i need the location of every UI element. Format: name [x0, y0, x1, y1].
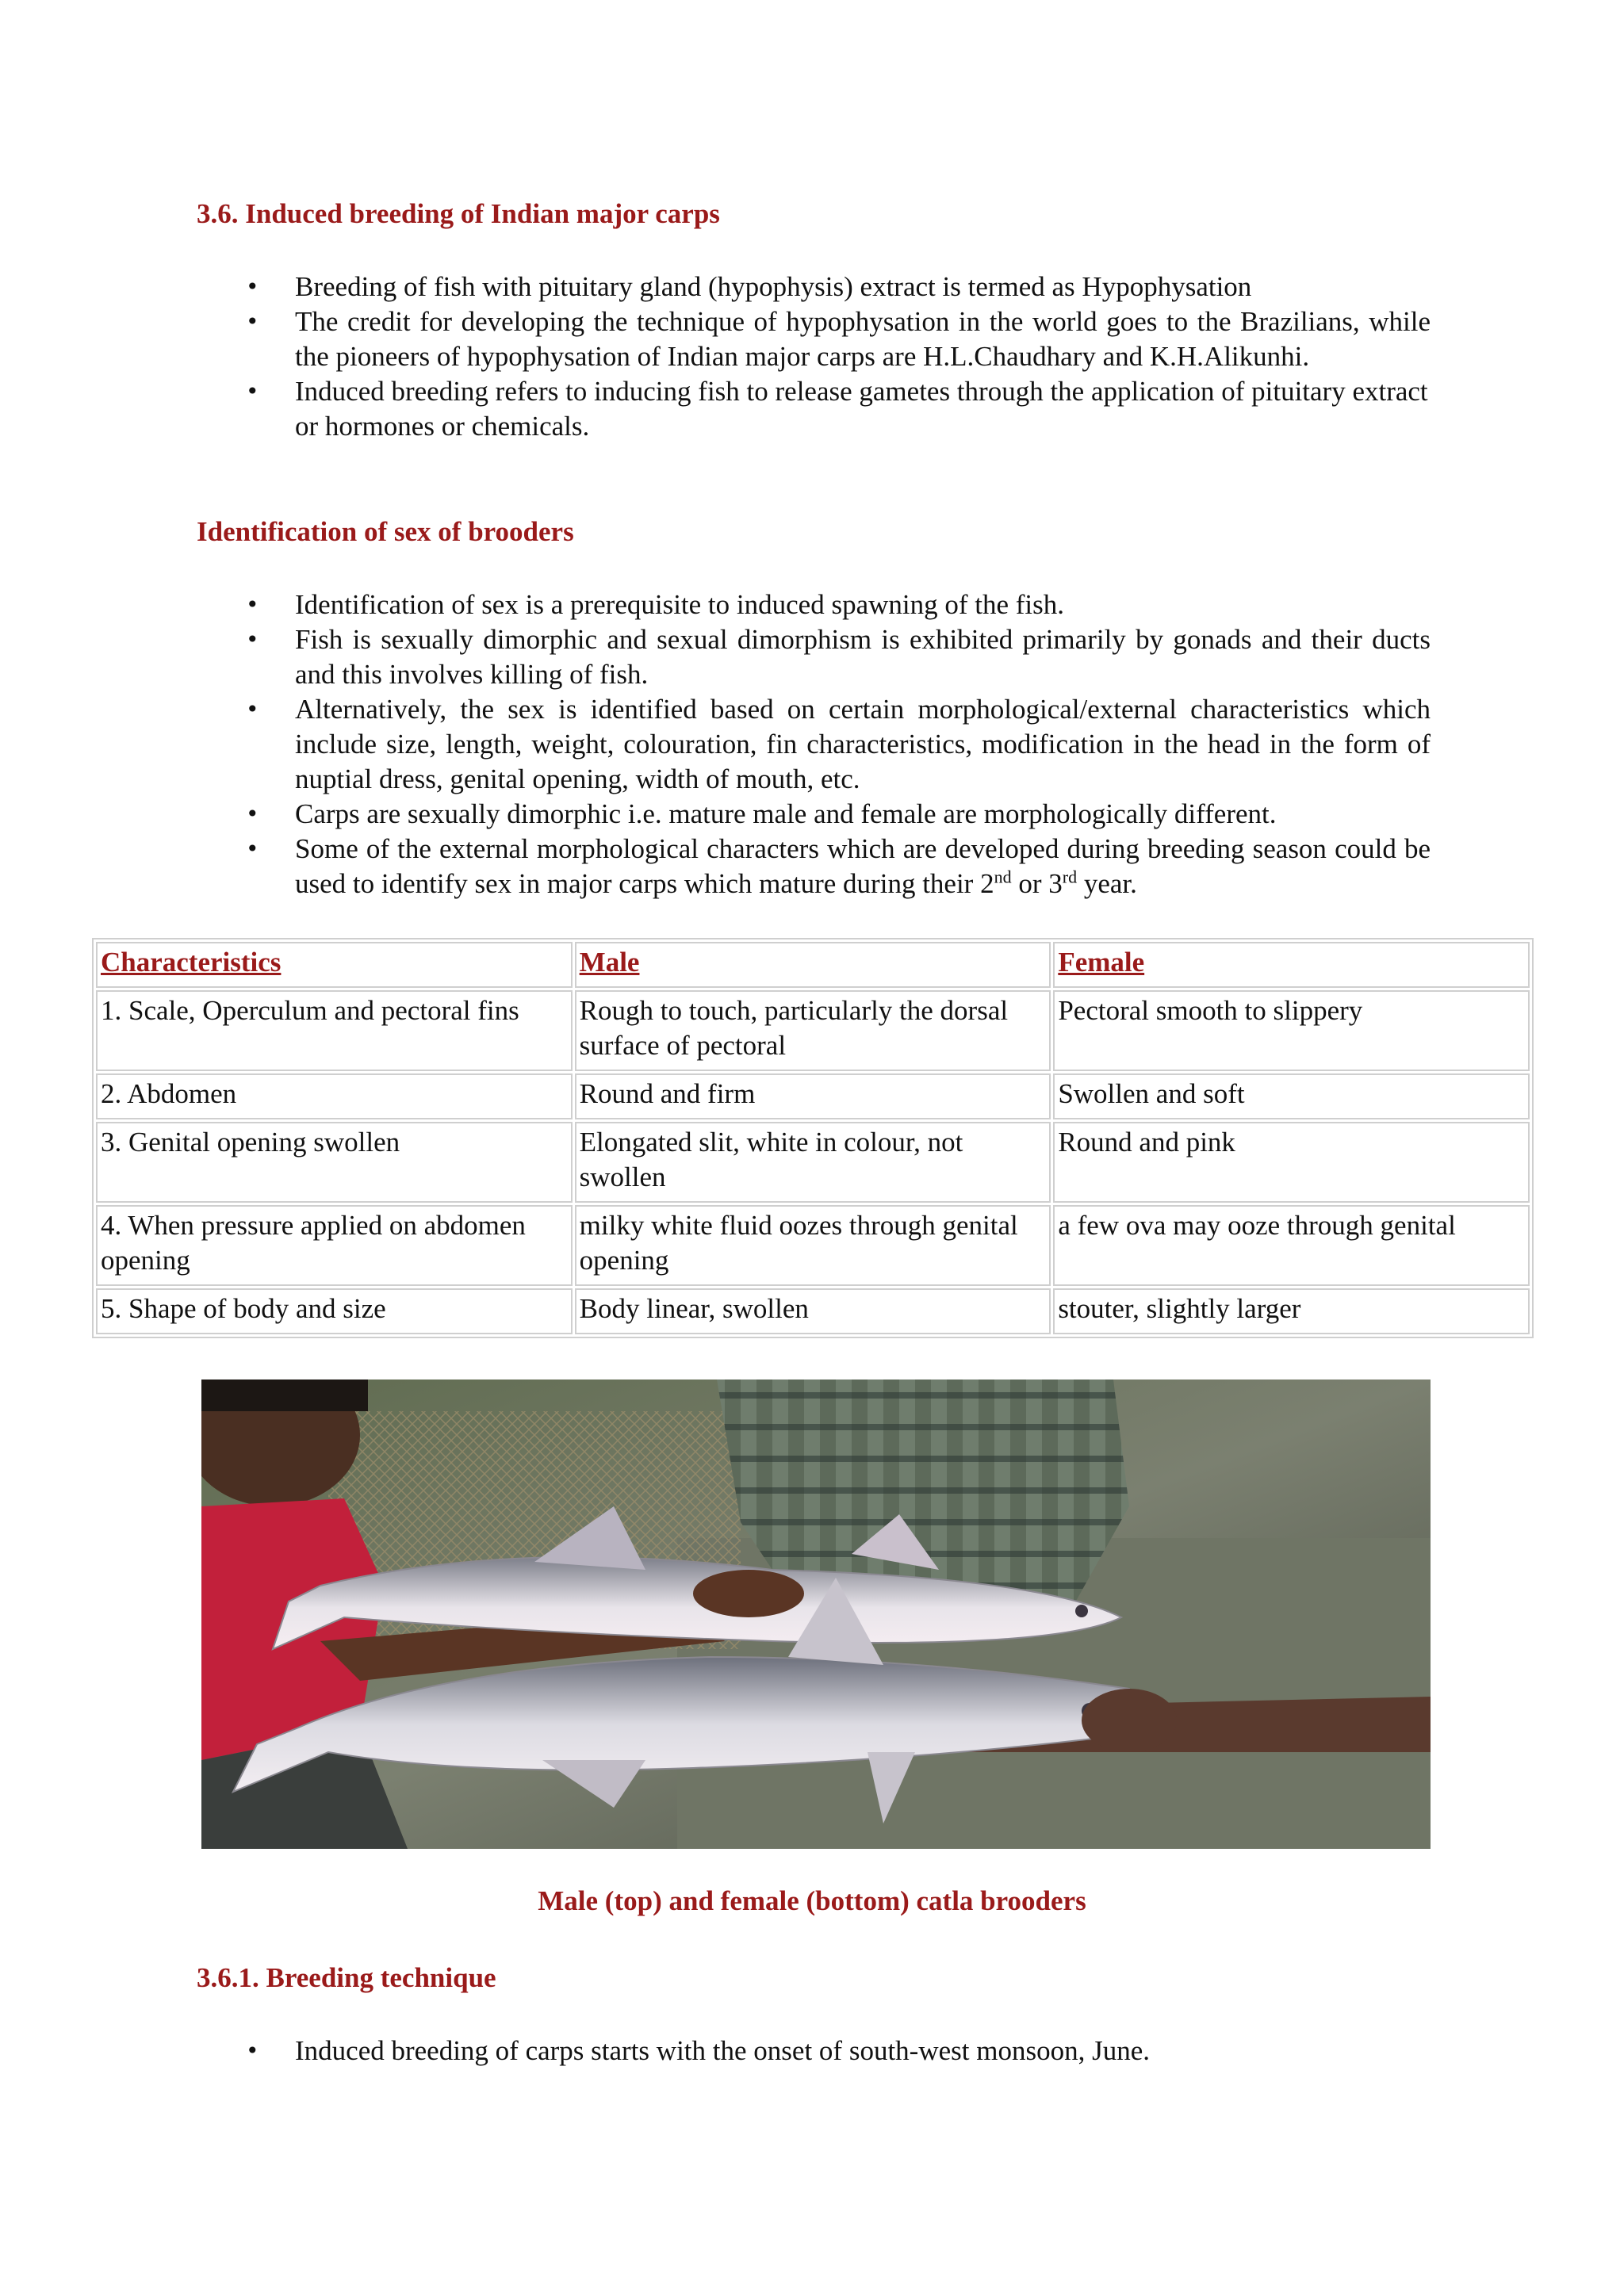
catla-brooders-photo — [201, 1380, 1431, 1849]
column-header-female: Female — [1053, 942, 1530, 988]
table-cell: 4. When pressure applied on abdomen opening — [96, 1205, 573, 1286]
superscript: rd — [1062, 867, 1078, 887]
table-cell: Round and firm — [575, 1073, 1051, 1119]
section-heading-sex-identification: Identification of sex of brooders — [197, 516, 574, 547]
table-row — [96, 1205, 1530, 1286]
table-cell: Rough to touch, particularly the dorsal surface of pectoral — [575, 990, 1051, 1071]
table-cell: milky white fluid oozes through genital opening — [575, 1205, 1051, 1286]
column-header-male: Male — [575, 942, 1051, 988]
table-row — [96, 990, 1530, 1071]
breeding-technique-bullet-list — [197, 2034, 1431, 2068]
table-cell: 5. Shape of body and size — [96, 1288, 573, 1334]
bullet-text-part: year. — [1077, 868, 1137, 899]
list-item: • Induced breeding of carps starts with the onset of south-west monsoon, June. — [197, 2034, 1431, 2068]
sex-characteristics-table — [92, 938, 1534, 1338]
table-cell: 1. Scale, Operculum and pectoral fins — [96, 990, 573, 1071]
table-cell: Pectoral smooth to slippery — [1053, 990, 1530, 1071]
catla-brooders-illustration — [201, 1380, 1431, 1849]
list-item: • Fish is sexually dimorphic and sexual dimorphism is exhibited primarily by gonads and their ducts and this involves killing of fish. — [197, 622, 1431, 692]
table-cell: a few ova may ooze through genital — [1053, 1205, 1530, 1286]
bullet-text-part: Some of the external morphological characters which are developed during breeding season could be used to identify sex in major carps which mature during their 2 — [295, 833, 1431, 899]
list-item: • Breeding of fish with pituitary gland (hypophysis) extract is termed as Hypophysation — [197, 270, 1431, 304]
list-item — [197, 832, 1431, 901]
table-cell: 3. Genital opening swollen — [96, 1122, 573, 1203]
table-row — [96, 1073, 1530, 1119]
table-cell: 2. Abdomen — [96, 1073, 573, 1119]
table-cell: Body linear, swollen — [575, 1288, 1051, 1334]
table-row — [96, 1122, 1530, 1203]
list-item: • Identification of sex is a prerequisite to induced spawning of the fish. — [197, 587, 1431, 622]
list-item: • Carps are sexually dimorphic i.e. mature male and female are morphologically different. — [197, 797, 1431, 832]
column-header-characteristics: Characteristics — [96, 942, 573, 988]
induced-breeding-bullet-list — [197, 270, 1431, 444]
section-heading-induced-breeding: 3.6. Induced breeding of Indian major carps — [197, 198, 720, 229]
table-cell: Swollen and soft — [1053, 1073, 1530, 1119]
sex-identification-bullet-list — [197, 587, 1431, 901]
table-cell: Round and pink — [1053, 1122, 1530, 1203]
table-cell: Elongated slit, white in colour, not swollen — [575, 1122, 1051, 1203]
list-item: • The credit for developing the technique of hypophysation in the world goes to the Brazilians, while the pioneers of hypophysation of Indian major carps are H.L.Chaudhary and K.H.Alikunhi. — [197, 304, 1431, 374]
list-item: • Induced breeding refers to inducing fish to release gametes through the application of pituitary extract or hormones or chemicals. — [197, 374, 1431, 444]
table-cell: stouter, slightly larger — [1053, 1288, 1530, 1334]
figure-caption: Male (top) and female (bottom) catla brooders — [538, 1885, 1086, 1916]
list-item: • Alternatively, the sex is identified based on certain morphological/external characteristics which include size, length, weight, colouration, fin characteristics, modification in the head in the form of nuptial dress, genital opening, width of mouth, etc. — [197, 692, 1431, 797]
table-row — [96, 1288, 1530, 1334]
bullet-text-part: or 3 — [1011, 868, 1063, 899]
table-header-row — [96, 942, 1530, 988]
superscript: nd — [994, 867, 1012, 887]
section-heading-breeding-technique: 3.6.1. Breeding technique — [197, 1962, 496, 1993]
